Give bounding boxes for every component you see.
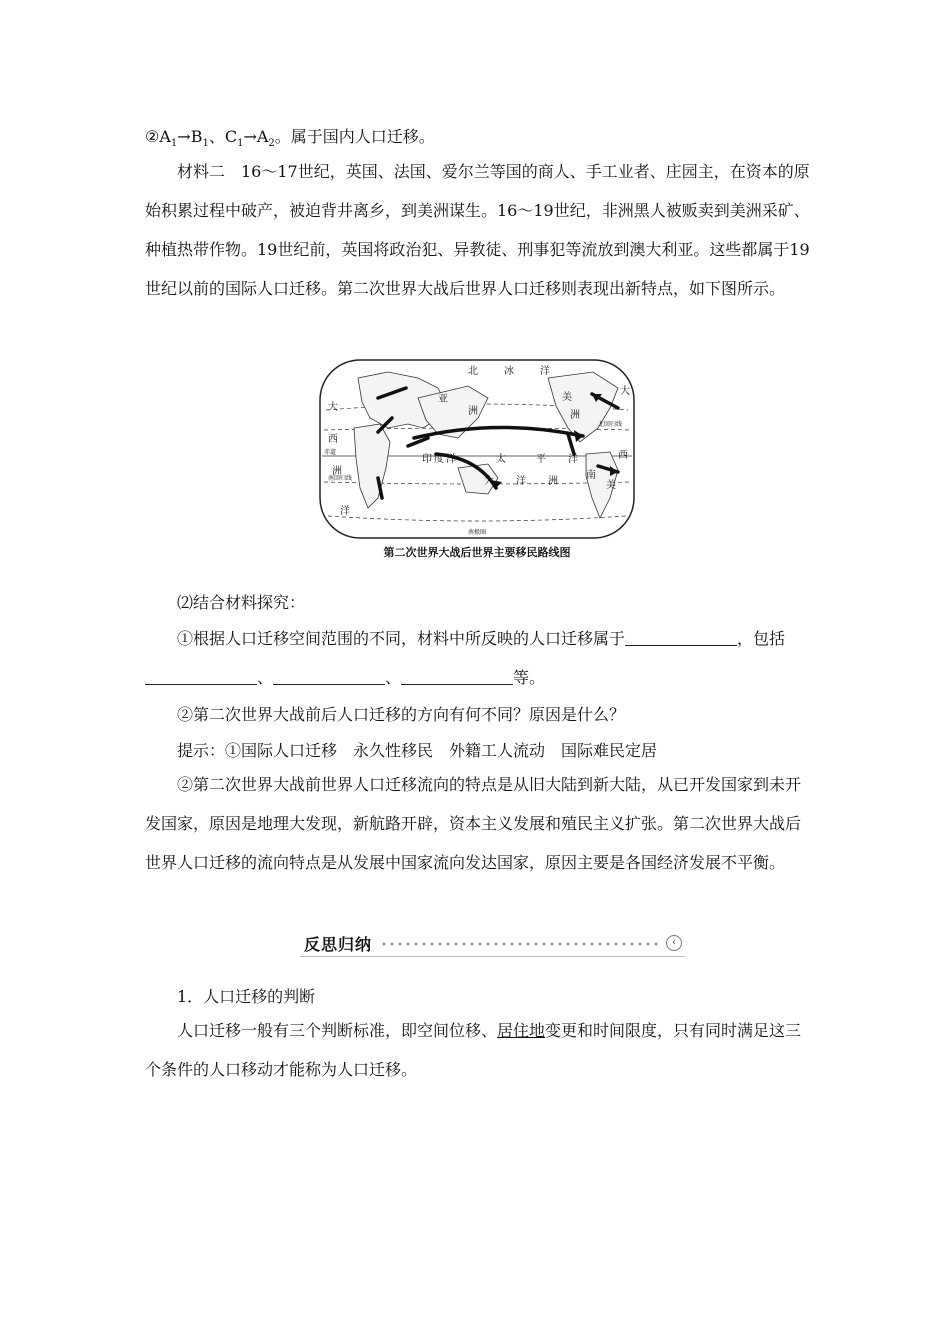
- top-line-arrow2: →A: [243, 127, 269, 146]
- top-line-suffix: 。属于国内人口迁移。: [274, 127, 435, 146]
- section1-underlined-term: 居住地: [497, 1021, 546, 1040]
- answer-blank-4[interactable]: [401, 666, 513, 685]
- q2-1-line2: [145, 665, 545, 688]
- label-south-nan: 南: [586, 470, 596, 481]
- hint-line: 提示：①国际人口迁移 永久性移民 外籍工人流动 国际难民定居: [177, 741, 658, 760]
- label-america-mei: 美: [606, 480, 616, 491]
- label-oceania-zhou: 洲: [548, 476, 558, 487]
- section1-text-a: 人口迁移一般有三个判断标准，即空间位移、: [177, 1021, 498, 1040]
- section1-text-b: 变更和时间限度，只有同时满足这三个条件的人口移动才能称为人口迁移。: [145, 1021, 802, 1079]
- label-indian-yang: 洋: [446, 454, 456, 465]
- section1-title: 1．人口迁移的判断: [177, 987, 316, 1006]
- label-africa-zhou: 洲: [332, 466, 342, 477]
- q2-title: ⑵结合材料探究：: [177, 593, 306, 612]
- label-oceania-yang: 洋: [516, 476, 526, 487]
- label-america-mei2: 美: [562, 392, 572, 403]
- label-indian-yin: 印: [422, 454, 432, 465]
- label-antarctic: 南极圈: [468, 529, 487, 536]
- label-asia-zhou: 洲: [468, 406, 478, 417]
- material2-paragraph: 材料二 16～17世纪，英国、法国、爱尔兰等国的商人、手工业者、庄园主，在资本的原始积累过程中破产，被迫背井离乡，到美洲谋生。16～19世纪，非洲黑人被贩卖到美洲采矿、种植热带作物。19世纪前，英国将政治犯、异教徒、刑事犯等流放到澳大利亚。这些都属于19世纪以前的国际人口迁移。第二次世界大战后世界人口迁移则表现出新特点，如下图所示。: [145, 162, 810, 298]
- subscript-c1: 1: [237, 138, 244, 150]
- label-east-da: 大: [620, 386, 630, 397]
- answer-blank-3[interactable]: [273, 666, 385, 685]
- q2-1-end: 等。: [513, 668, 546, 687]
- q2-1-sep2: 、: [385, 668, 402, 687]
- label-tropic-cancer: 北回归线: [598, 421, 623, 428]
- label-indian-du: 度: [434, 454, 444, 465]
- migration-map: [318, 358, 636, 540]
- subscript-a2: 2: [268, 138, 275, 150]
- top-line-prefix: ②A: [145, 127, 171, 146]
- label-atlantic-yang: 洋: [340, 506, 350, 517]
- subscript-a1: 1: [170, 138, 178, 150]
- label-atlantic-da: 大: [328, 402, 338, 413]
- label-east-xi: 西: [618, 450, 628, 461]
- label-tropic-capricorn: 南回归线: [328, 475, 353, 482]
- top-line-arrow1: →B: [177, 127, 203, 146]
- q2-1-line1: [177, 626, 785, 649]
- label-atlantic-xi: 西: [328, 434, 338, 445]
- q2-1-sep1: 、: [257, 668, 274, 687]
- map-caption: 第二次世界大战后世界主要移民路线图: [383, 546, 571, 559]
- label-ice: 冰: [504, 366, 514, 377]
- label-pacific-ping: 平: [536, 454, 546, 465]
- label-america-zhou: 洲: [570, 410, 580, 421]
- label-pacific-yang: 洋: [568, 454, 578, 465]
- top-line: [145, 124, 435, 149]
- label-asia-ya: 亚: [438, 394, 448, 405]
- q2-2: ②第二次世界大战前后人口迁移的方向有何不同？原因是什么？: [177, 705, 626, 724]
- reflect-title: 反思归纳: [304, 935, 373, 954]
- answer-blank-1[interactable]: [625, 627, 737, 646]
- reflect-dots: [380, 942, 660, 946]
- label-oceania-da: 大: [484, 476, 494, 487]
- world-map-figure: [318, 358, 636, 540]
- label-north: 北: [468, 366, 478, 377]
- reflect-underline: [300, 956, 685, 957]
- label-pacific-tai: 太: [496, 454, 506, 465]
- q2-1-text-a: ①根据人口迁移空间范围的不同，材料中所反映的人口迁移属于: [177, 629, 626, 648]
- collapse-icon[interactable]: ‹: [666, 935, 682, 951]
- label-equator: 赤道: [324, 449, 337, 456]
- answer-blank-2[interactable]: [145, 666, 257, 685]
- reflect-header: [300, 930, 685, 958]
- subscript-b1: 1: [202, 138, 209, 150]
- label-arctic-ocean: 洋: [540, 366, 550, 377]
- top-line-sep: 、C: [208, 127, 238, 146]
- hint2-paragraph: ②第二次世界大战前世界人口迁移流向的特点是从旧大陆到新大陆，从已开发国家到未开发国家，原因是地理大发现，新航路开辟，资本主义发展和殖民主义扩张。第二次世界大战后世界人口迁移的流向特点是从发展中国家流向发达国家，原因主要是各国经济发展不平衡。: [145, 775, 802, 872]
- section1-paragraph: [145, 1011, 810, 1089]
- q2-1-text-b: ，包括: [737, 629, 786, 648]
